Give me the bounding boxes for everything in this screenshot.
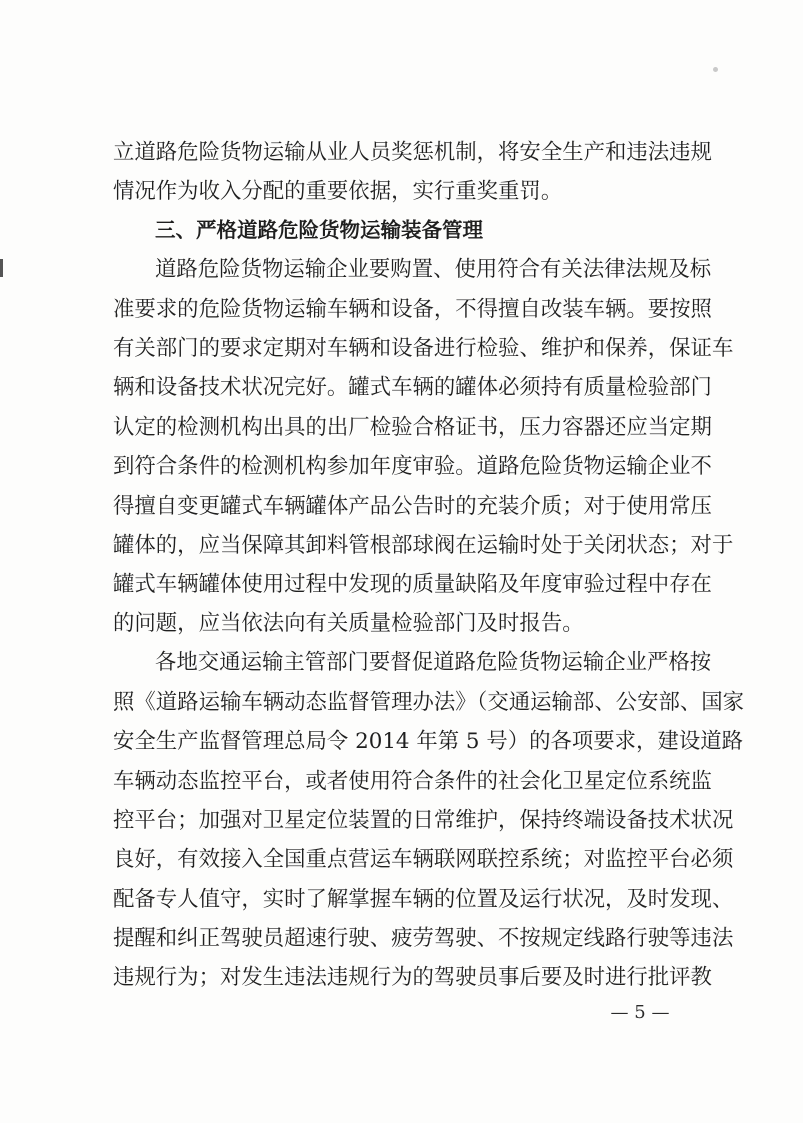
section-heading: 三、严格道路危险货物运输装备管理: [155, 218, 483, 242]
paragraph-2-line-4: 车辆动态监控平台，或者使用符合条件的社会化卫星定位系统监: [113, 769, 712, 794]
paragraph-1-line-3: 有关部门的要求定期对车辆和设备进行检验、维护和保养，保证车: [113, 336, 734, 361]
paragraph-1-line-10: 的问题，应当依法向有关质量检验部门及时报告。: [113, 611, 584, 636]
scan-speck: [713, 67, 718, 72]
paragraph-2-line-2: 照《道路运输车辆动态监督管理办法》（交通运输部、公安部、国家: [113, 690, 745, 715]
paragraph-1-line-5: 认定的检测机构出具的出厂检验合格证书，压力容器还应当定期: [113, 415, 712, 440]
paragraph-2-line-7: 配备专人值守，实时了解掌握车辆的位置及运行状况，及时发现、: [113, 887, 734, 912]
paragraph-1-line-4: 辆和设备技术状况完好。罐式车辆的罐体必须持有质量检验部门: [113, 375, 712, 400]
paragraph-1-line-9: 罐式车辆罐体使用过程中发现的质量缺陷及年度审验过程中存在: [113, 572, 712, 597]
paragraph-2-line-9: 违规行为；对发生违法违规行为的驾驶员事后要及时进行批评教: [113, 965, 712, 990]
paragraph-1-line-2: 准要求的危险货物运输车辆和设备，不得擅自改装车辆。要按照: [113, 297, 712, 322]
paragraph-1-line-7: 得擅自变更罐式车辆罐体产品公告时的充装介质；对于使用常压: [113, 494, 712, 519]
body-line-1: 立道路危险货物运输从业人员奖惩机制，将安全生产和违法违规: [113, 140, 712, 165]
paragraph-2-line-6: 良好，有效接入全国重点营运车辆联网联控系统；对监控平台必须: [113, 847, 734, 872]
scan-edge-mark: [0, 259, 3, 277]
page-number: — 5 —: [610, 1002, 670, 1023]
paragraph-2-line-5: 控平台；加强对卫星定位装置的日常维护，保持终端设备技术状况: [113, 808, 734, 833]
paragraph-1-line-6: 到符合条件的检测机构参加年度审验。道路危险货物运输企业不: [113, 454, 712, 479]
paragraph-2-line-1: 各地交通运输主管部门要督促道路危险货物运输企业严格按: [155, 650, 712, 675]
body-line-2: 情况作为收入分配的重要依据，实行重奖重罚。: [113, 179, 563, 204]
paragraph-1-line-1: 道路危险货物运输企业要购置、使用符合有关法律法规及标: [155, 257, 712, 282]
paragraph-2-line-3: 安全生产监督管理总局令 2014 年第 5 号）的各项要求，建设道路: [113, 729, 744, 754]
paragraph-1-line-8: 罐体的，应当保障其卸料管根部球阀在运输时处于关闭状态；对于: [113, 533, 734, 558]
paragraph-2-line-8: 提醒和纠正驾驶员超速行驶、疲劳驾驶、不按规定线路行驶等违法: [113, 926, 734, 951]
